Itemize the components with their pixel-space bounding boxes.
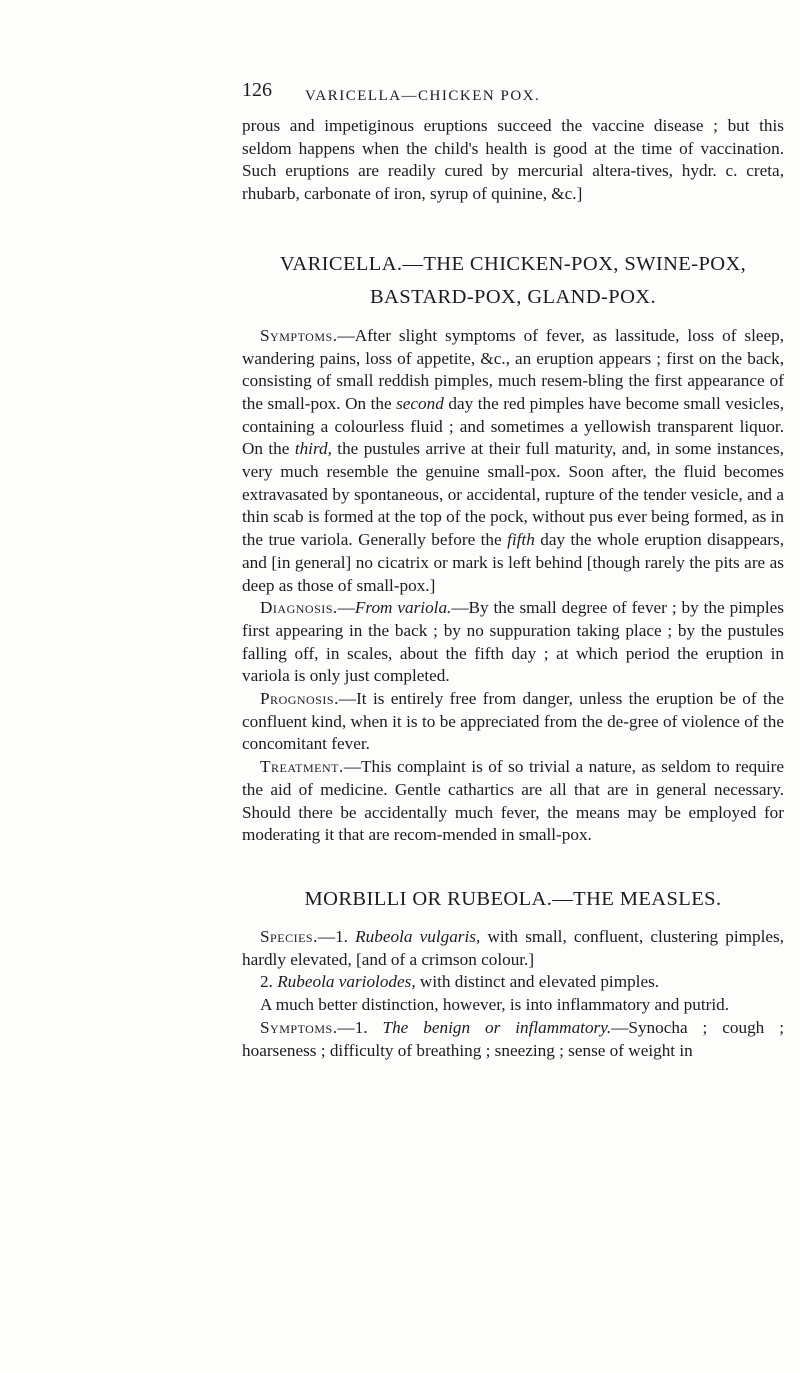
morbilli-symptoms-paragraph — [242, 1017, 784, 1062]
varicella-diagnosis-paragraph — [242, 597, 784, 688]
species-label: Species. — [260, 926, 318, 946]
varicella-symptoms-paragraph — [242, 325, 784, 597]
section-heading-varicella: VARICELLA.—THE CHICKEN-POX, SWINE-POX, — [279, 252, 747, 275]
morbilli-distinction-paragraph: A much better distinction, however, is into inflammatory and putrid. — [260, 995, 730, 1015]
text-column — [242, 115, 784, 1062]
species-name-2: Rubeola variolodes, — [277, 972, 416, 992]
prognosis-label: Prognosis. — [260, 689, 339, 709]
species-number-1: —1. — [317, 926, 356, 946]
page-number: 126 — [242, 79, 272, 101]
treatment-label: Treatment. — [260, 757, 344, 777]
symptoms-text-4: day the whole eruption disappears, and [in general] no cicatrix or mark is left behind [though rarely the pits are as deep as those of small-pox.] — [242, 530, 785, 595]
morbilli-species-2-paragraph — [242, 971, 784, 994]
species-number-2: 2. — [260, 972, 278, 992]
species-name-1: Rubeola vulgaris, — [355, 926, 481, 946]
emphasis-second: second — [396, 393, 444, 413]
emphasis-third: third, — [294, 439, 332, 459]
species-text-2: with distinct and elevated pimples. — [415, 972, 660, 992]
species-text-1: with small, confluent, clustering pimples, hardly elevated, [and of a crimson colour.] — [242, 926, 785, 969]
intro-paragraph: prous and impetiginous eruptions succeed the vaccine disease ; but this seldom happens when the child's health is good at the time of vaccination. Such eruptions are readily cured by mercurial altera-tives, hydr. c. creta, rhubarb, carbonate of iron, syrup of quinine, &c.] — [242, 116, 784, 204]
section-heading-morbilli: MORBILLI OR RUBEOLA.—THE MEASLES. — [304, 887, 722, 910]
treatment-text: —This complaint is of so trivial a nature, as seldom to require the aid of medicine. Gentle cathartics are all that are in general necessary. Should there be accidentally much fever, the means may be employed for moderating it that are recom-mended in small-pox. — [242, 757, 784, 845]
section-subheading-varicella: BASTARD-POX, GLAND-POX. — [369, 285, 657, 308]
symptoms-label: Symptoms. — [260, 325, 338, 345]
morbilli-symptoms-label: Symptoms. — [260, 1017, 338, 1037]
prognosis-text: —It is entirely free from danger, unless the eruption be of the confluent kind, when it is to be appreciated from the de-gree of violence of the concomitant fever. — [242, 689, 784, 754]
emphasis-fifth: fifth — [507, 530, 535, 550]
symptoms-text-3: the pustules arrive at their full maturity, and, in some instances, very much resemble the genuine small-pox. Soon after, the fluid becomes extravasated by spontaneous, or accidental, rupture of the tender vesicle, and a thin scab is formed at the top of the pock, without pus ever being formed, as in the true variola. Generally before the — [242, 439, 784, 550]
varicella-treatment-paragraph — [242, 756, 784, 847]
symptoms-text-2: day the red pimples have become small vesicles, containing a colourless fluid ; and sometimes a yellowish transparent liquor. On the — [242, 393, 784, 459]
diagnosis-text: —By the small degree of fever ; by the pimples first appearing in the back ; by no suppuration taking place ; by the pustules falling off, in scales, about the fifth day ; at which period the eruption in variola is only just completed. — [242, 598, 784, 686]
morbilli-symptoms-number: —1. — [337, 1017, 383, 1037]
morbilli-symptoms-title: The benign or inflammatory. — [382, 1017, 612, 1037]
emphasis-from-variola: From variola. — [354, 598, 452, 618]
symptoms-text-1: —After slight symptoms of fever, as lassitude, loss of sleep, wandering pains, loss of appetite, &c., an eruption appears ; first on the back, consisting of small reddish pimples, much resem-bling the first appearance of the small-pox. On the — [242, 325, 784, 413]
diagnosis-dash: — — [337, 598, 355, 618]
running-head: VARICELLA—CHICKEN POX. — [305, 88, 541, 104]
morbilli-species-paragraph — [242, 926, 784, 971]
morbilli-symptoms-text: —Synocha ; cough ; hoarseness ; difficulty of breathing ; sneezing ; sense of weight in — [242, 1017, 784, 1060]
diagnosis-label: Diagnosis. — [260, 598, 338, 618]
varicella-prognosis-paragraph — [242, 688, 784, 756]
